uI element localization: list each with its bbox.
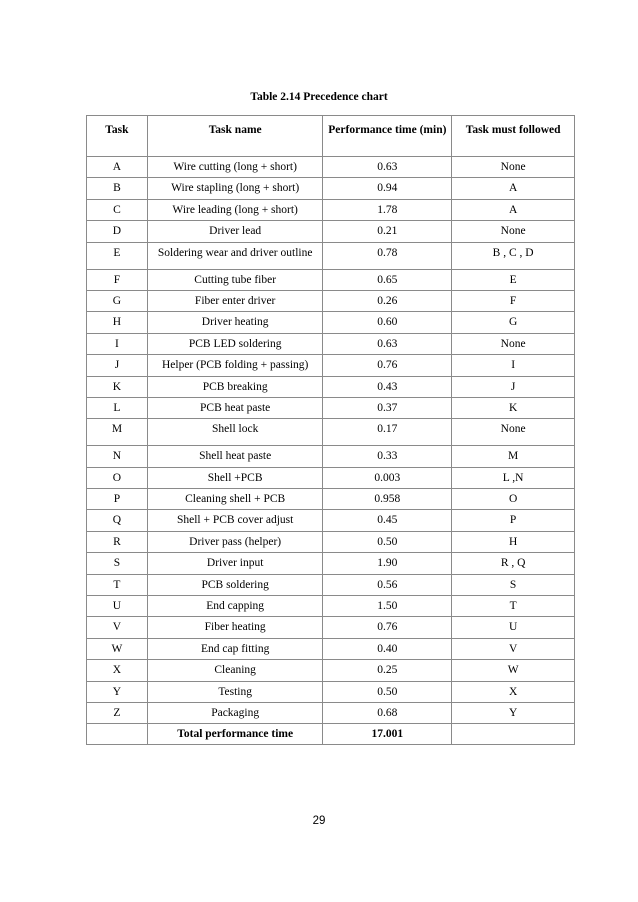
cell-performance-time: 0.76: [323, 355, 452, 376]
cell-task: A: [87, 157, 148, 178]
table-body: [87, 157, 575, 724]
cell-task-name: PCB LED soldering: [147, 333, 323, 354]
cell-performance-time: 0.63: [323, 157, 452, 178]
table-row: [87, 446, 575, 467]
cell-task-must-followed: A: [452, 178, 575, 199]
cell-task-must-followed: I: [452, 355, 575, 376]
table-row: [87, 510, 575, 531]
cell-task: S: [87, 553, 148, 574]
cell-task-must-followed: O: [452, 489, 575, 510]
total-empty-cell: [452, 724, 575, 745]
cell-task-must-followed: A: [452, 199, 575, 220]
cell-task: J: [87, 355, 148, 376]
cell-task-must-followed: B , C , D: [452, 242, 575, 269]
cell-task: R: [87, 531, 148, 552]
table-row: [87, 574, 575, 595]
cell-task: X: [87, 660, 148, 681]
cell-task: N: [87, 446, 148, 467]
cell-task-must-followed: None: [452, 419, 575, 446]
cell-task-must-followed: R , Q: [452, 553, 575, 574]
cell-task-must-followed: T: [452, 596, 575, 617]
cell-task-name: End capping: [147, 596, 323, 617]
cell-task-name: Shell + PCB cover adjust: [147, 510, 323, 531]
cell-performance-time: 0.003: [323, 467, 452, 488]
cell-performance-time: 0.76: [323, 617, 452, 638]
cell-performance-time: 0.65: [323, 269, 452, 290]
table-row: [87, 660, 575, 681]
cell-task-must-followed: V: [452, 638, 575, 659]
cell-task: G: [87, 290, 148, 311]
cell-task-name: Driver input: [147, 553, 323, 574]
total-value: 17.001: [323, 724, 452, 745]
cell-task-name: PCB breaking: [147, 376, 323, 397]
table-row: [87, 178, 575, 199]
precedence-table: [86, 115, 575, 745]
cell-task: Q: [87, 510, 148, 531]
cell-task-must-followed: F: [452, 290, 575, 311]
cell-task: Y: [87, 681, 148, 702]
table-row: [87, 290, 575, 311]
cell-performance-time: 0.63: [323, 333, 452, 354]
cell-task-name: Driver lead: [147, 221, 323, 242]
table-row: [87, 467, 575, 488]
cell-performance-time: 1.78: [323, 199, 452, 220]
table-row: [87, 419, 575, 446]
cell-task-name: Cleaning shell + PCB: [147, 489, 323, 510]
cell-performance-time: 0.50: [323, 681, 452, 702]
cell-task: K: [87, 376, 148, 397]
cell-performance-time: 0.45: [323, 510, 452, 531]
table-row: [87, 702, 575, 723]
header-task-must-followed: Task must followed: [452, 116, 575, 157]
cell-task-must-followed: None: [452, 157, 575, 178]
cell-performance-time: 0.56: [323, 574, 452, 595]
cell-task-name: Shell lock: [147, 419, 323, 446]
table-row: [87, 596, 575, 617]
cell-task-must-followed: E: [452, 269, 575, 290]
cell-task-name: End cap fitting: [147, 638, 323, 659]
table-row: [87, 199, 575, 220]
table-row: [87, 397, 575, 418]
table-row: [87, 638, 575, 659]
cell-performance-time: 0.958: [323, 489, 452, 510]
cell-task-must-followed: H: [452, 531, 575, 552]
header-performance-time: Performance time (min): [323, 116, 452, 157]
cell-performance-time: 0.50: [323, 531, 452, 552]
cell-task: L: [87, 397, 148, 418]
table-row: [87, 617, 575, 638]
cell-task-must-followed: X: [452, 681, 575, 702]
table-row: [87, 221, 575, 242]
cell-performance-time: 0.78: [323, 242, 452, 269]
cell-task-name: Shell +PCB: [147, 467, 323, 488]
cell-task-must-followed: P: [452, 510, 575, 531]
table-row: [87, 242, 575, 269]
cell-task: O: [87, 467, 148, 488]
cell-task-must-followed: M: [452, 446, 575, 467]
cell-task: B: [87, 178, 148, 199]
cell-task-name: Packaging: [147, 702, 323, 723]
table-row: [87, 157, 575, 178]
cell-task-name: Testing: [147, 681, 323, 702]
cell-performance-time: 0.40: [323, 638, 452, 659]
cell-performance-time: 1.90: [323, 553, 452, 574]
cell-task-name: Driver pass (helper): [147, 531, 323, 552]
cell-task: W: [87, 638, 148, 659]
table-row: [87, 681, 575, 702]
cell-task-must-followed: L ,N: [452, 467, 575, 488]
cell-task-name: Fiber heating: [147, 617, 323, 638]
cell-performance-time: 0.94: [323, 178, 452, 199]
table-row: [87, 376, 575, 397]
total-empty-cell: [87, 724, 148, 745]
cell-performance-time: 1.50: [323, 596, 452, 617]
cell-task-name: PCB heat paste: [147, 397, 323, 418]
table-header-row: [87, 116, 575, 157]
cell-task-name: Soldering wear and driver outline: [147, 242, 323, 269]
table-row: [87, 312, 575, 333]
cell-task-name: Driver heating: [147, 312, 323, 333]
cell-task: D: [87, 221, 148, 242]
cell-task: C: [87, 199, 148, 220]
table-row: [87, 355, 575, 376]
cell-task-must-followed: K: [452, 397, 575, 418]
page-number: 29: [312, 815, 326, 827]
cell-performance-time: 0.21: [323, 221, 452, 242]
cell-task-must-followed: S: [452, 574, 575, 595]
cell-task-must-followed: J: [452, 376, 575, 397]
cell-task-must-followed: U: [452, 617, 575, 638]
cell-task: V: [87, 617, 148, 638]
cell-task-must-followed: G: [452, 312, 575, 333]
cell-task: E: [87, 242, 148, 269]
cell-task-name: Wire cutting (long + short): [147, 157, 323, 178]
header-task-name: Task name: [147, 116, 323, 157]
cell-task-must-followed: Y: [452, 702, 575, 723]
table-row: [87, 333, 575, 354]
cell-task-name: Wire stapling (long + short): [147, 178, 323, 199]
cell-task-name: Wire leading (long + short): [147, 199, 323, 220]
table-row: [87, 269, 575, 290]
cell-task-name: Helper (PCB folding + passing): [147, 355, 323, 376]
cell-task: I: [87, 333, 148, 354]
total-label: Total performance time: [147, 724, 323, 745]
cell-performance-time: 0.17: [323, 419, 452, 446]
cell-task: F: [87, 269, 148, 290]
total-row: [87, 724, 575, 745]
cell-task-name: Shell heat paste: [147, 446, 323, 467]
cell-task: Z: [87, 702, 148, 723]
table-row: [87, 531, 575, 552]
cell-task-must-followed: None: [452, 333, 575, 354]
cell-performance-time: 0.37: [323, 397, 452, 418]
cell-task-must-followed: W: [452, 660, 575, 681]
cell-performance-time: 0.33: [323, 446, 452, 467]
cell-task: T: [87, 574, 148, 595]
cell-performance-time: 0.25: [323, 660, 452, 681]
header-task: Task: [87, 116, 148, 157]
table-row: [87, 489, 575, 510]
cell-performance-time: 0.68: [323, 702, 452, 723]
cell-performance-time: 0.43: [323, 376, 452, 397]
cell-task: P: [87, 489, 148, 510]
cell-task: U: [87, 596, 148, 617]
cell-task: H: [87, 312, 148, 333]
table-caption: Table 2.14 Precedence chart: [250, 91, 388, 103]
table-row: [87, 553, 575, 574]
cell-performance-time: 0.60: [323, 312, 452, 333]
cell-task-name: Cleaning: [147, 660, 323, 681]
cell-task-name: Fiber enter driver: [147, 290, 323, 311]
cell-performance-time: 0.26: [323, 290, 452, 311]
cell-task-name: Cutting tube fiber: [147, 269, 323, 290]
cell-task: M: [87, 419, 148, 446]
cell-task-name: PCB soldering: [147, 574, 323, 595]
cell-task-must-followed: None: [452, 221, 575, 242]
